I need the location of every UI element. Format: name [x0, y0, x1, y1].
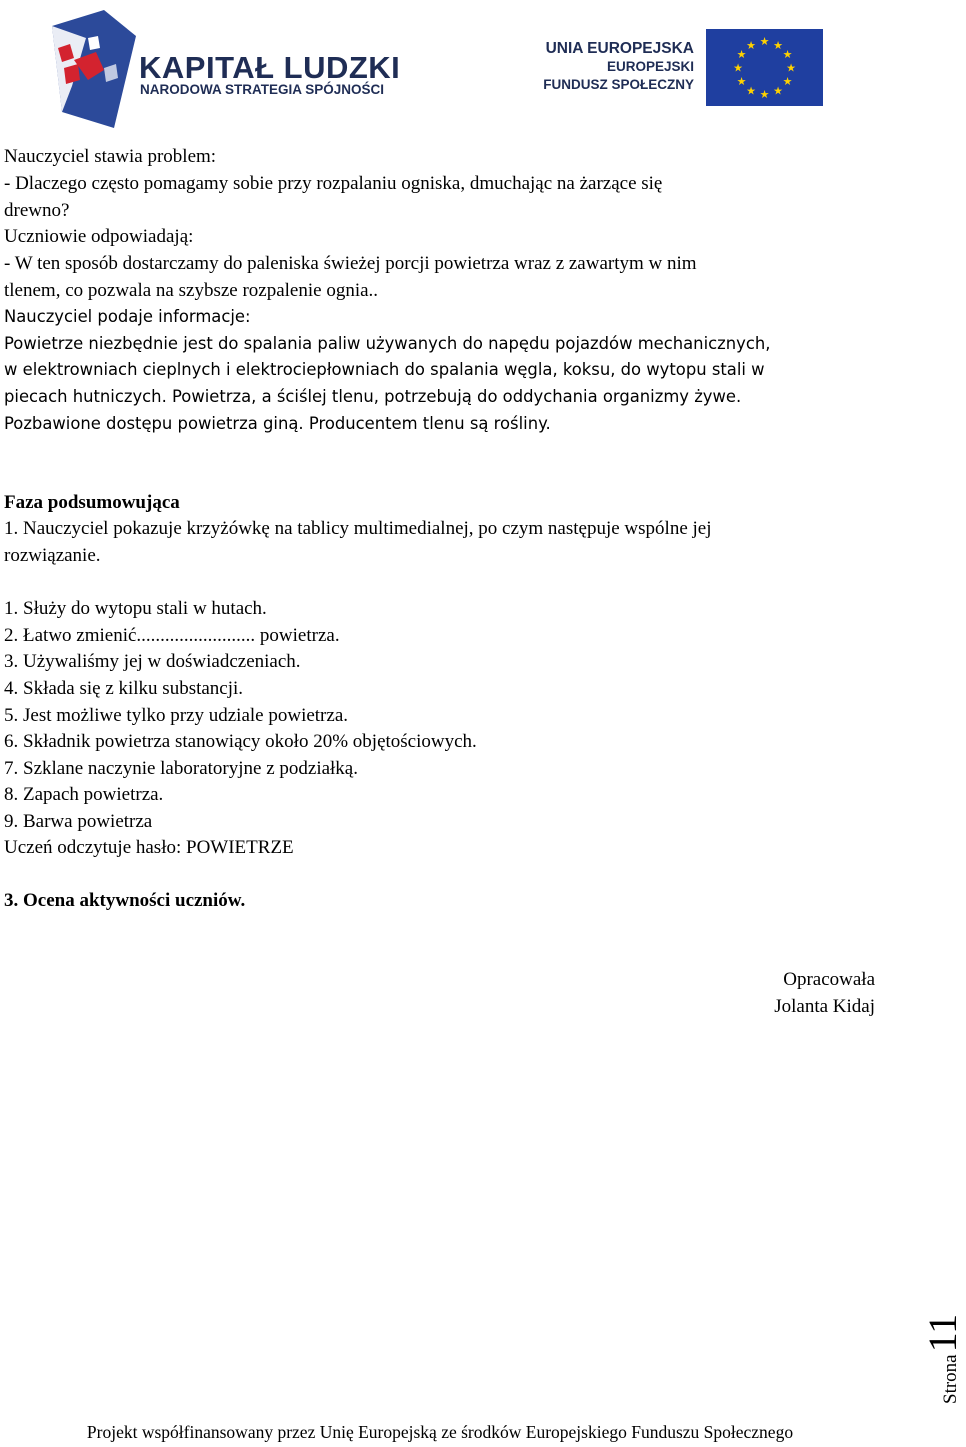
students-answer-cont: tlenem, co pozwala na szybsze rozpalenie ognia.. — [4, 280, 379, 301]
svg-text:★: ★ — [733, 61, 743, 75]
svg-text:★: ★ — [736, 48, 747, 61]
svg-text:★: ★ — [746, 84, 756, 98]
problem-heading: Nauczyciel stawia problem: — [4, 146, 217, 167]
info-line-4: Pozbawione dostępu powietrza giną. Producentem tlenu są rośliny. — [4, 414, 551, 433]
page-number-label — [919, 1284, 963, 1404]
clue-8: 8. Zapach powietrza. — [4, 784, 164, 805]
svg-text:★: ★ — [786, 61, 796, 75]
summary-intro-cont: rozwiązanie. — [4, 545, 101, 566]
svg-text:★: ★ — [759, 35, 770, 48]
password-line: Uczeń odczytuje hasło: POWIETRZE — [4, 837, 294, 858]
clue-7: 7. Szklane naczynie laboratoryjne z podziałką. — [4, 758, 358, 779]
summary-heading: Faza podsumowująca — [4, 492, 180, 513]
page-number: 11 — [920, 1313, 965, 1353]
clue-1: 1. Służy do wytopu stali w hutach. — [4, 598, 267, 619]
assessment-heading: 3. Ocena aktywności uczniów. — [4, 890, 246, 911]
clue-5: 5. Jest możliwe tylko przy udziale powietrza. — [4, 705, 349, 726]
clue-9: 9. Barwa powietrza — [4, 811, 153, 832]
problem-question-cont: drewno? — [4, 200, 70, 221]
info-line-1: Powietrze niezbędnie jest do spalania paliw używanych do napędu pojazdów mechanicznych, — [4, 334, 771, 353]
clue-4: 4. Składa się z kilku substancji. — [4, 678, 244, 699]
signature-author: Jolanta Kidaj — [774, 996, 875, 1017]
kapital-ludzki-logo-icon — [44, 8, 144, 130]
eu-title: UNIA EUROPEJSKA — [545, 40, 694, 57]
footer-text: Projekt współfinansowany przez Unię Europejską ze środków Europejskiego Funduszu Społecznego — [86, 1422, 794, 1442]
eu-fund-line2: FUNDUSZ SPOŁECZNY — [543, 77, 694, 92]
svg-text:★: ★ — [746, 39, 756, 52]
summary-intro: 1. Nauczyciel pokazuje krzyżówkę na tablicy multimedialnej, po czym następuje wspólne jej — [4, 518, 712, 539]
svg-text:★: ★ — [782, 75, 793, 88]
eu-flag-icon — [706, 29, 823, 106]
problem-question: - Dlaczego często pomagamy sobie przy rozpalaniu ogniska, dmuchając na żarzące się — [4, 173, 663, 194]
info-line-2: w elektrowniach cieplnych i elektrociepłowniach do spalania węgla, koksu, do wytopu stali w — [4, 360, 765, 379]
svg-text:★: ★ — [773, 84, 783, 98]
eu-fund-line1: EUROPEJSKI — [606, 59, 694, 74]
info-line-3: piecach hutniczych. Powietrza, a ściślej tlenu, potrzebują do oddychania organizmy żywe. — [4, 387, 742, 406]
page-label-text: Strona — [940, 1354, 961, 1404]
students-answer-heading: Uczniowie odpowiadają: — [4, 226, 194, 247]
signature-label: Opracowała — [783, 969, 875, 990]
kapital-ludzki-title: KAPITAŁ LUDZKI — [139, 50, 401, 85]
kapital-ludzki-subtitle: NARODOWA STRATEGIA SPÓJNOŚCI — [140, 82, 385, 97]
students-answer: - W ten sposób dostarczamy do paleniska świeżej porcji powietrza wraz z zawartym w nim — [4, 253, 697, 274]
svg-text:★: ★ — [736, 75, 747, 88]
clue-3: 3. Używaliśmy jej w doświadczeniach. — [4, 651, 301, 672]
svg-text:★: ★ — [773, 39, 783, 52]
clue-6: 6. Składnik powietrza stanowiący około 20% objętościowych. — [4, 731, 477, 752]
clue-2: 2. Łatwo zmienić......................... powietrza. — [4, 625, 340, 646]
svg-text:★: ★ — [782, 48, 793, 61]
teacher-info-heading: Nauczyciel podaje informacje: — [4, 307, 251, 326]
svg-text:★: ★ — [759, 88, 770, 101]
